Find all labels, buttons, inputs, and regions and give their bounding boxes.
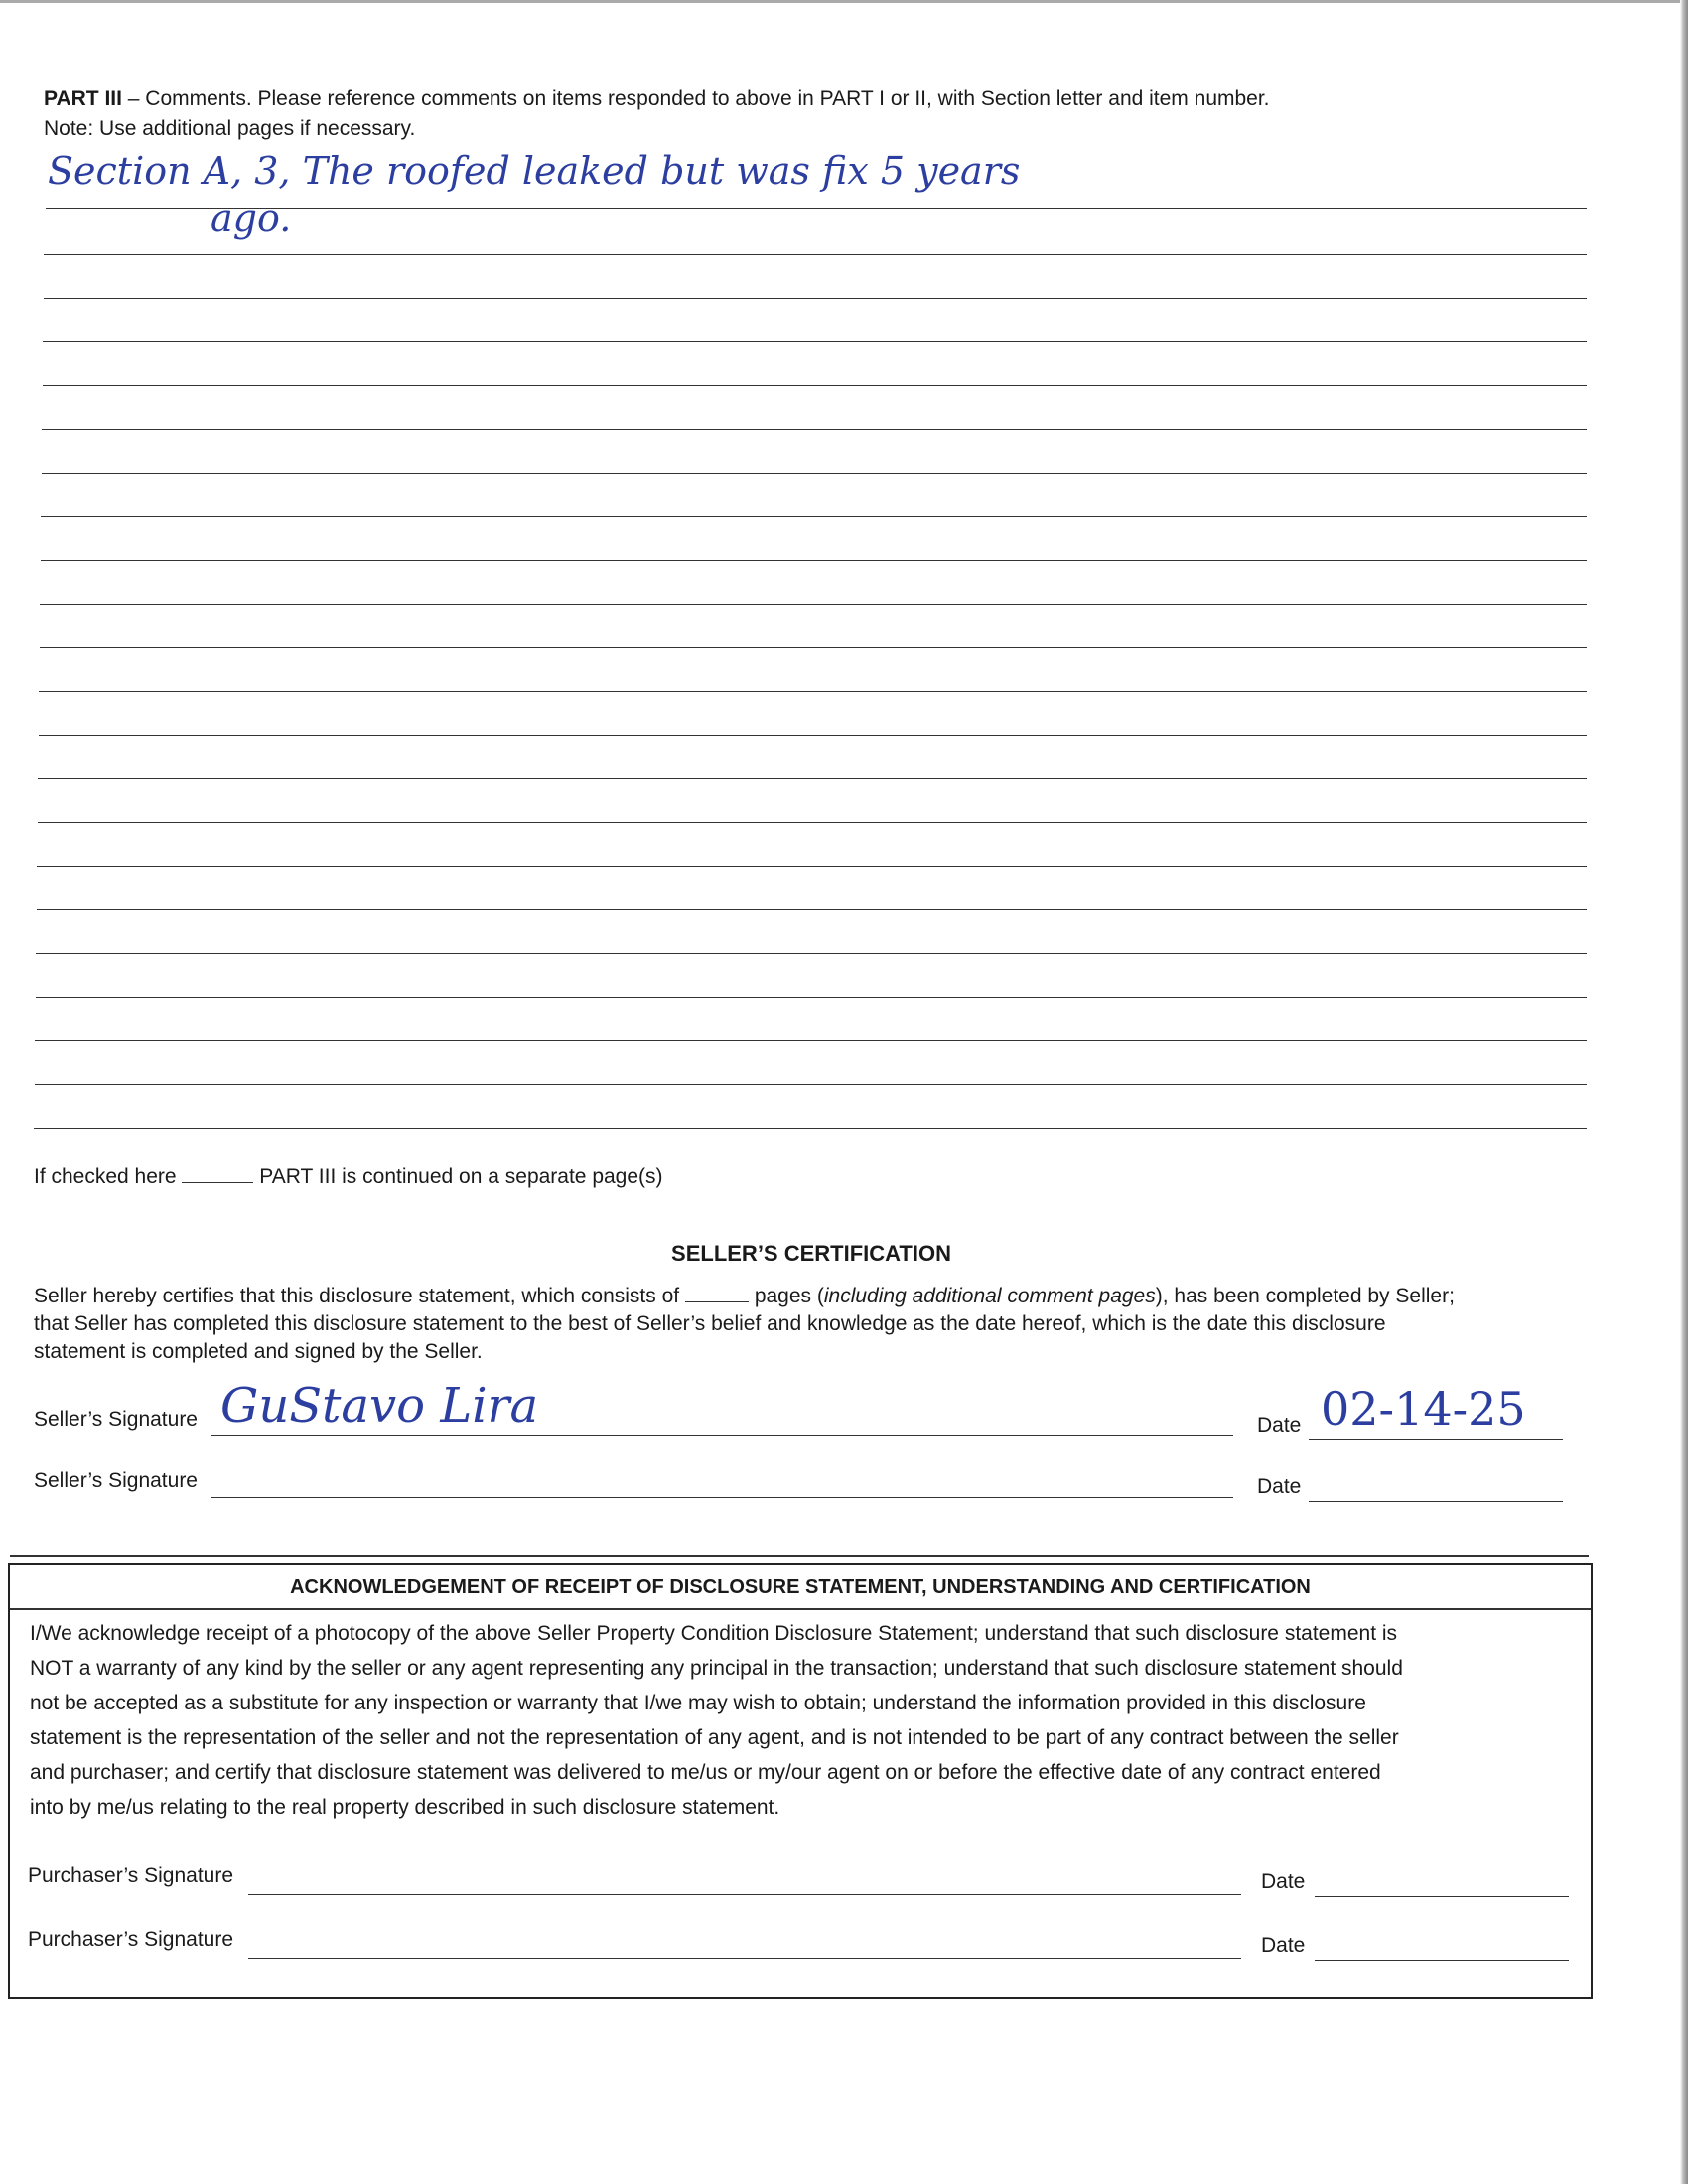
comment-line — [37, 866, 1587, 867]
seller-date-line-1[interactable] — [1309, 1439, 1563, 1440]
comment-line — [42, 429, 1587, 430]
purchaser-date-line-2[interactable] — [1315, 1960, 1569, 1961]
comment-line — [38, 778, 1587, 779]
seller-signature-label-1: Seller’s Signature — [34, 1408, 198, 1431]
seller-signature-label-2: Seller’s Signature — [34, 1469, 198, 1492]
seller-date-label-2: Date — [1257, 1475, 1302, 1498]
seller-date-1: 02-14-25 — [1321, 1382, 1526, 1435]
seller-date-line-2[interactable] — [1309, 1501, 1563, 1502]
purchaser-date-line-1[interactable] — [1315, 1896, 1569, 1897]
certification-line-1-b: pages ( — [754, 1285, 824, 1307]
acknowledgement-line: statement is the representation of the seller and not the representation of any agent, and is not intended to be part of any contract between the seller — [30, 1726, 1399, 1749]
comment-line — [36, 997, 1587, 998]
part3-note: Note: Use additional pages if necessary. — [44, 117, 416, 140]
part3-intro: – Comments. Please reference comments on items responded to above in PART I or II, with Section letter and item number. — [121, 87, 1270, 110]
continued-prefix: If checked here — [34, 1165, 177, 1188]
handwritten-comment-line-1: Section A, 3, The roofed leaked but was fix 5 years — [48, 149, 1021, 193]
comment-line — [41, 560, 1587, 561]
comment-line — [43, 341, 1587, 342]
acknowledgement-text — [30, 1616, 1403, 1825]
acknowledgement-title: ACKNOWLEDGEMENT OF RECEIPT OF DISCLOSURE STATEMENT, UNDERSTANDING AND CERTIFICATION — [290, 1576, 1311, 1598]
comment-line — [44, 298, 1587, 299]
purchaser-signature-line-1[interactable] — [248, 1894, 1241, 1895]
purchaser-date-label-2: Date — [1261, 1934, 1306, 1957]
comment-line — [34, 1128, 1587, 1129]
pages-count-blank[interactable] — [685, 1286, 749, 1302]
acknowledgement-box — [8, 1563, 1593, 1999]
acknowledgement-line: not be accepted as a substitute for any inspection or warranty that I/we may wish to obtain; understand the information provided in this disclosure — [30, 1692, 1366, 1714]
comment-line — [38, 822, 1587, 823]
comment-line — [35, 1040, 1587, 1041]
certification-line-1-c: including additional comment pages — [823, 1285, 1156, 1307]
comment-line — [42, 473, 1587, 474]
continued-check-blank[interactable] — [182, 1166, 253, 1183]
seller-signature-line-2[interactable] — [211, 1497, 1233, 1498]
handwritten-comment-line-2: ago. — [211, 197, 292, 240]
comment-line — [39, 735, 1587, 736]
continued-suffix: PART III is continued on a separate page(s) — [259, 1165, 663, 1188]
acknowledgement-title-rule — [10, 1608, 1591, 1610]
comment-line — [44, 254, 1587, 255]
certification-line-1-d: ), has been completed by Seller; — [1155, 1285, 1455, 1307]
acknowledgement-top-rule — [10, 1555, 1589, 1557]
comment-line — [40, 647, 1587, 648]
acknowledgement-line: and purchaser; and certify that disclosure statement was delivered to me/us or my/our agent on or before the effective date of any contract entered — [30, 1761, 1381, 1784]
purchaser-date-label-1: Date — [1261, 1870, 1306, 1893]
scan-right-edge — [1680, 0, 1688, 2184]
acknowledgement-line: I/We acknowledge receipt of a photocopy of the above Seller Property Condition Disclosure Statement; understand that such disclosure statement is — [30, 1622, 1398, 1645]
acknowledgement-line: NOT a warranty of any kind by the seller or any agent representing any principal in the transaction; understand that such disclosure statement should — [30, 1657, 1403, 1680]
comment-line — [36, 953, 1587, 954]
seller-signature-1: GuStavo Lira — [220, 1378, 539, 1433]
certification-line-2: that Seller has completed this disclosure statement to the best of Seller’s belief and knowledge as the date hereof, which is the date this disclosure — [34, 1312, 1386, 1335]
certification-line-1 — [34, 1285, 1455, 1308]
continued-line — [34, 1165, 663, 1189]
certification-line-3: statement is completed and signed by the Seller. — [34, 1340, 483, 1363]
part3-header — [44, 87, 1270, 111]
comment-line — [40, 604, 1587, 605]
purchaser-signature-line-2[interactable] — [248, 1958, 1241, 1959]
comment-line — [41, 516, 1587, 517]
seller-certification-title: SELLER’S CERTIFICATION — [671, 1241, 951, 1266]
purchaser-signature-label-1: Purchaser’s Signature — [28, 1864, 234, 1887]
purchaser-signature-label-2: Purchaser’s Signature — [28, 1928, 234, 1951]
comment-line — [43, 385, 1587, 386]
comment-line — [39, 691, 1587, 692]
seller-signature-line-1[interactable] — [211, 1435, 1233, 1436]
seller-date-label-1: Date — [1257, 1414, 1302, 1436]
comment-line — [46, 208, 1587, 209]
certification-line-1-a: Seller hereby certifies that this disclosure statement, which consists of — [34, 1285, 680, 1307]
comment-line — [35, 1084, 1587, 1085]
scan-top-edge — [0, 0, 1688, 3]
acknowledgement-line: into by me/us relating to the real property described in such disclosure statement. — [30, 1796, 780, 1819]
comment-line — [37, 909, 1587, 910]
part3-heading: PART III — [44, 87, 122, 110]
